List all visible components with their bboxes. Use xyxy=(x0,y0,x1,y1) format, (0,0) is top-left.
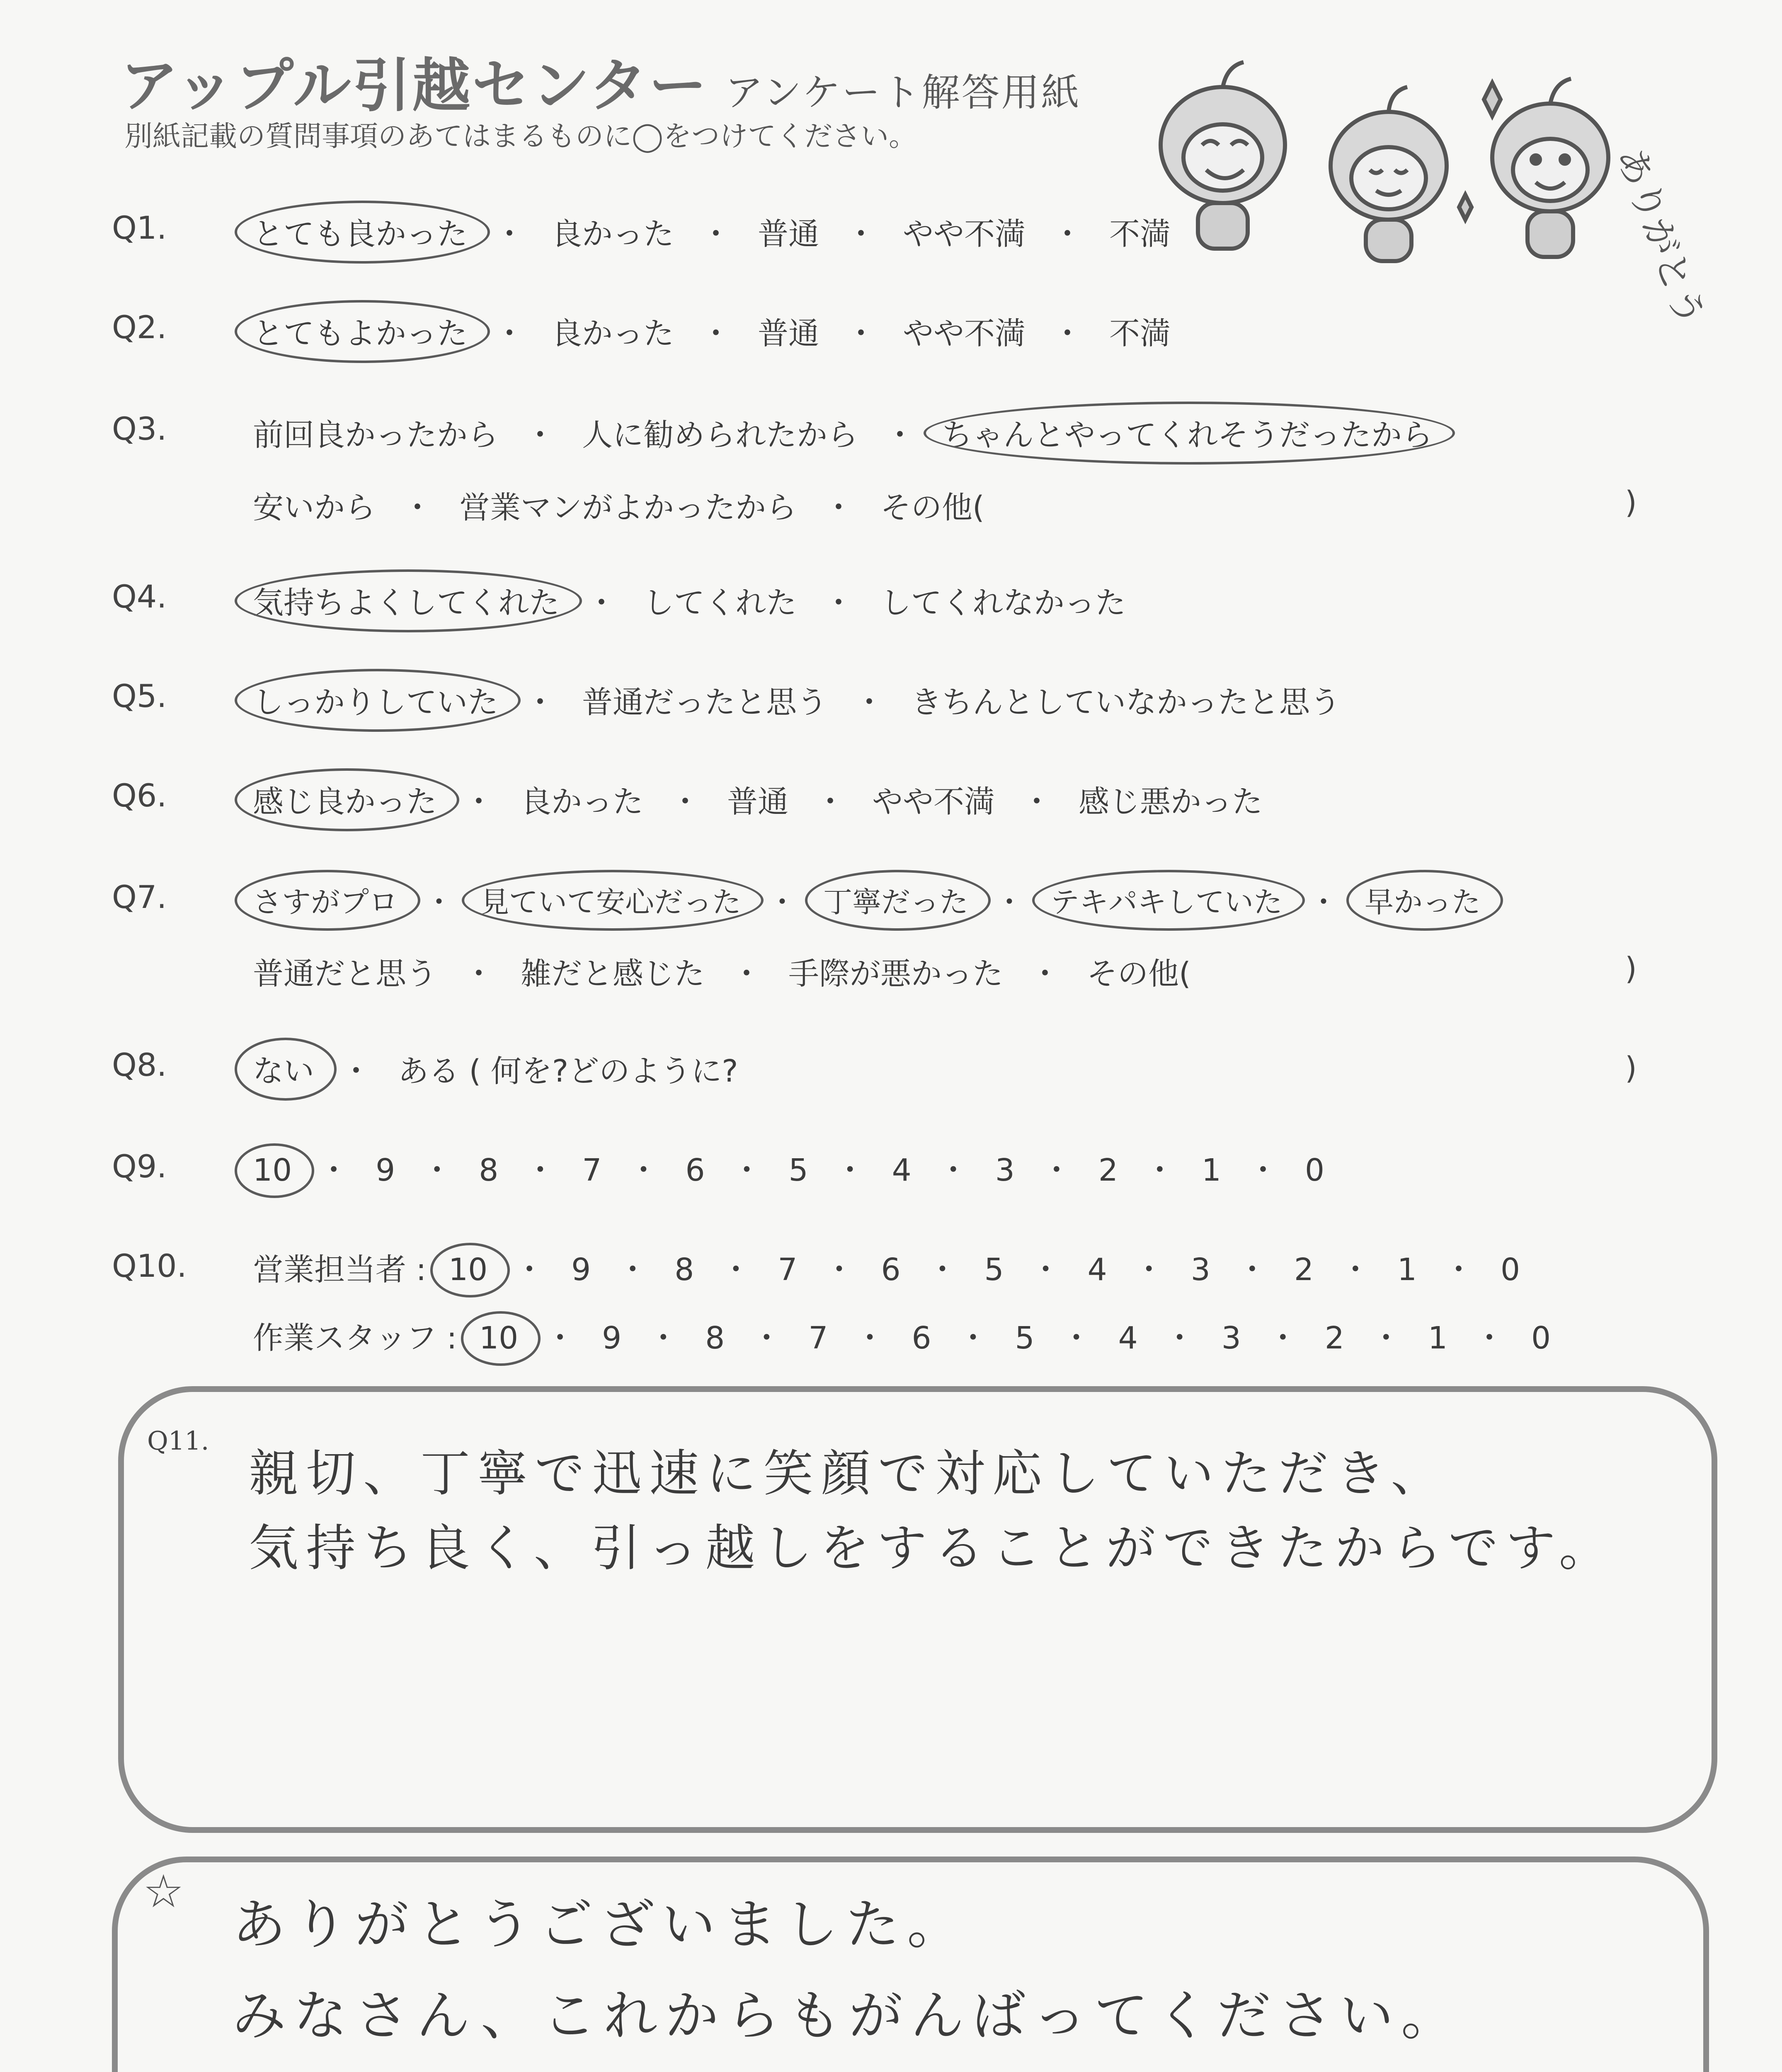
q10-sales-option[interactable]: 10 xyxy=(436,1249,500,1290)
q4-options: 気持ちよくしてくれた ・ してくれた ・ してくれなかった xyxy=(240,576,1138,625)
q1-label: Q1. xyxy=(112,209,167,246)
q6-label: Q6. xyxy=(112,777,167,814)
q10-staff-option[interactable]: 0 xyxy=(1531,1320,1551,1356)
message-line1: ありがとうございました。 xyxy=(232,1893,969,1956)
q10-sales-option[interactable]: 9 xyxy=(571,1252,591,1288)
q10-sales-row: 営業担当者 : 10 ・ 9 ・ 8 ・ 7 ・ 6 ・ 5 ・ 4 ・ 3 ・ 2 ・ 1 ・ 0 xyxy=(253,1245,1532,1290)
q1-options: とても良かった ・ 良かった ・ 普通 ・ やや不満 ・ 不満 xyxy=(240,207,1183,256)
q11-answer-line1: 親切、丁寧で迅速に笑顔で対応していただき、 xyxy=(249,1445,1448,1503)
q10-row-name: 営業担当者 : xyxy=(253,1252,427,1288)
q10-staff-option[interactable]: 1 xyxy=(1428,1320,1448,1356)
q7-option[interactable]: 見ていて安心だった xyxy=(468,876,754,923)
q1-option[interactable]: やや不満 xyxy=(903,216,1026,252)
q3-option[interactable]: 安いから xyxy=(253,490,376,525)
form-subtitle: アンケート解答用紙 xyxy=(725,70,1081,115)
q8-close-paren: ) xyxy=(1625,1051,1637,1086)
q6-option[interactable]: 良かった xyxy=(521,784,643,820)
q3-close-paren: ) xyxy=(1625,485,1637,520)
q8-label: Q8. xyxy=(112,1046,167,1083)
q10-staff-option[interactable]: 2 xyxy=(1324,1320,1344,1356)
q1-option[interactable]: 良かった xyxy=(551,216,674,252)
star-icon: ☆ xyxy=(143,1865,184,1918)
q7-close-paren: ) xyxy=(1625,951,1637,987)
sparkle-icon xyxy=(1484,83,1501,116)
q10-staff-option[interactable]: 7 xyxy=(808,1320,828,1356)
q10-staff-option[interactable]: 4 xyxy=(1118,1320,1138,1356)
q10-sales-option[interactable]: 1 xyxy=(1397,1252,1417,1288)
q9-option[interactable]: 9 xyxy=(376,1152,395,1188)
q3-label: Q3. xyxy=(112,410,167,447)
q9-option[interactable]: 8 xyxy=(479,1152,499,1188)
q10-staff-option[interactable]: 8 xyxy=(705,1320,725,1356)
q5-options: しっかりしていた ・ 普通だったと思う ・ きちんとしていなかったと思う xyxy=(240,675,1353,724)
q6-option[interactable]: 感じ悪かった xyxy=(1079,784,1263,820)
q6-option[interactable]: 感じ良かった xyxy=(240,775,449,824)
q2-option[interactable]: 普通 xyxy=(758,316,819,351)
q10-sales-option[interactable]: 7 xyxy=(778,1252,798,1288)
q8-option[interactable]: ない xyxy=(240,1044,327,1093)
q10-sales-option[interactable]: 2 xyxy=(1294,1252,1314,1288)
q3-option[interactable]: 営業マンがよかったから xyxy=(459,490,797,525)
q10-sales-option[interactable]: 8 xyxy=(674,1252,694,1288)
q10-sales-option[interactable]: 0 xyxy=(1501,1252,1520,1288)
q9-option[interactable]: 0 xyxy=(1305,1152,1325,1188)
q9-option[interactable]: 5 xyxy=(788,1152,808,1188)
q3-option[interactable]: ちゃんとやってくれそうだったから xyxy=(929,408,1445,457)
q11-label: Q11. xyxy=(147,1426,209,1456)
q2-option[interactable]: やや不満 xyxy=(903,316,1026,351)
q1-option[interactable]: 不満 xyxy=(1109,216,1171,252)
q9-option[interactable]: 7 xyxy=(582,1152,602,1188)
monkey-3-icon xyxy=(1492,79,1608,257)
q7-option[interactable]: 早かった xyxy=(1352,876,1493,923)
q9-options: 10 ・ 9 ・ 8 ・ 7 ・ 6 ・ 5 ・ 4 ・ 3 ・ 2 ・ 1 ・ 0 xyxy=(240,1146,1337,1191)
q7-options-row2: 普通だと思う ・ 雑だと感じた ・ 手際が悪かった ・ その他( xyxy=(240,947,1203,996)
q5-option[interactable]: きちんとしていなかったと思う xyxy=(911,685,1341,720)
q7-option[interactable]: 手際が悪かった xyxy=(788,956,1003,992)
q10-staff-option[interactable]: 5 xyxy=(1015,1320,1035,1356)
q10-staff-option[interactable]: 6 xyxy=(912,1320,931,1356)
q5-label: Q5. xyxy=(112,678,167,714)
q6-option[interactable]: やや不満 xyxy=(872,784,995,820)
message-line2: みなさん、これからもがんばってください。 xyxy=(232,1984,1462,2047)
q4-option[interactable]: してくれなかった xyxy=(880,585,1126,621)
q4-option[interactable]: 気持ちよくしてくれた xyxy=(240,576,572,625)
instruction-text: 別紙記載の質問事項のあてはまるものに◯をつけてください。 xyxy=(124,120,917,153)
q10-staff-row: 作業スタッフ : 10 ・ 9 ・ 8 ・ 7 ・ 6 ・ 5 ・ 4 ・ 3 ・ 2 ・ 1 ・ 0 xyxy=(253,1314,1563,1358)
mascot-illustration xyxy=(1119,50,1713,332)
q7-option[interactable]: 丁寧だった xyxy=(811,876,981,923)
q8-options: ない ・ ある ( 何を?どのように? xyxy=(240,1044,750,1093)
q10-sales-option[interactable]: 3 xyxy=(1190,1252,1210,1288)
q5-option[interactable]: 普通だったと思う xyxy=(582,685,827,720)
q6-options: 感じ良かった ・ 良かった ・ 普通 ・ やや不満 ・ 感じ悪かった xyxy=(240,775,1275,824)
q10-staff-option[interactable]: 3 xyxy=(1221,1320,1241,1356)
company-name: アップル引越センター xyxy=(120,52,709,120)
monkey-2-icon xyxy=(1331,87,1447,261)
q3-option[interactable]: 前回良かったから xyxy=(253,417,498,453)
q4-option[interactable]: してくれた xyxy=(643,585,797,621)
q10-sales-option[interactable]: 4 xyxy=(1087,1252,1107,1288)
q4-label: Q4. xyxy=(112,578,167,615)
sparkle-icon xyxy=(1459,195,1472,220)
q2-option[interactable]: とてもよかった xyxy=(240,307,480,356)
form-title xyxy=(120,39,1081,123)
q6-option[interactable]: 普通 xyxy=(727,784,788,820)
q2-label: Q2. xyxy=(112,309,167,346)
q3-options-row2: 安いから ・ 営業マンがよかったから ・ その他( xyxy=(240,481,997,530)
q3-option[interactable]: 人に勧められたから xyxy=(582,417,858,453)
q9-option[interactable]: 4 xyxy=(892,1152,912,1188)
q10-staff-option[interactable]: 10 xyxy=(467,1318,531,1358)
q7-option[interactable]: その他( xyxy=(1087,956,1191,992)
q10-sales-option[interactable]: 5 xyxy=(984,1252,1004,1288)
q9-option[interactable]: 10 xyxy=(240,1150,304,1191)
q7-option[interactable]: 普通だと思う xyxy=(253,956,437,992)
q2-option[interactable]: 良かった xyxy=(551,316,674,351)
q8-option[interactable]: ある ( 何を?どのように? xyxy=(398,1053,738,1089)
mascot-caption: ありがとう xyxy=(1608,141,1713,332)
q10-staff-option[interactable]: 9 xyxy=(602,1320,622,1356)
q10-row-name: 作業スタッフ : xyxy=(253,1320,457,1356)
q7-option[interactable]: テキパキしていた xyxy=(1038,876,1295,923)
q9-option[interactable]: 3 xyxy=(995,1152,1015,1188)
q9-option[interactable]: 6 xyxy=(685,1152,705,1188)
q2-option[interactable]: 不満 xyxy=(1109,316,1171,351)
q1-option[interactable]: とても良かった xyxy=(240,207,480,256)
q11-answer-line2: 気持ち良く、引っ越しをすることができたからです。 xyxy=(249,1520,1616,1577)
q3-options: 前回良かったから ・ 人に勧められたから ・ ちゃんとやってくれそうだったから xyxy=(240,408,1445,457)
q10-sales-option[interactable]: 6 xyxy=(881,1252,901,1288)
q1-option[interactable]: 普通 xyxy=(758,216,819,252)
q9-option[interactable]: 2 xyxy=(1098,1152,1118,1188)
q9-option[interactable]: 1 xyxy=(1201,1152,1222,1188)
q3-option[interactable]: その他( xyxy=(880,490,984,525)
q10-label: Q10. xyxy=(112,1247,187,1284)
q9-label: Q9. xyxy=(112,1148,167,1185)
q2-options: とてもよかった ・ 良かった ・ 普通 ・ やや不満 ・ 不満 xyxy=(240,307,1183,356)
q7-option[interactable]: さすがプロ xyxy=(240,876,410,923)
q7-options: さすがプロ ・ 見ていて安心だった ・ 丁寧だった ・ テキパキしていた ・ 早かった xyxy=(240,876,1493,923)
q7-option[interactable]: 雑だと感じた xyxy=(521,956,705,992)
q5-option[interactable]: しっかりしていた xyxy=(240,675,511,724)
q7-label: Q7. xyxy=(112,879,167,915)
